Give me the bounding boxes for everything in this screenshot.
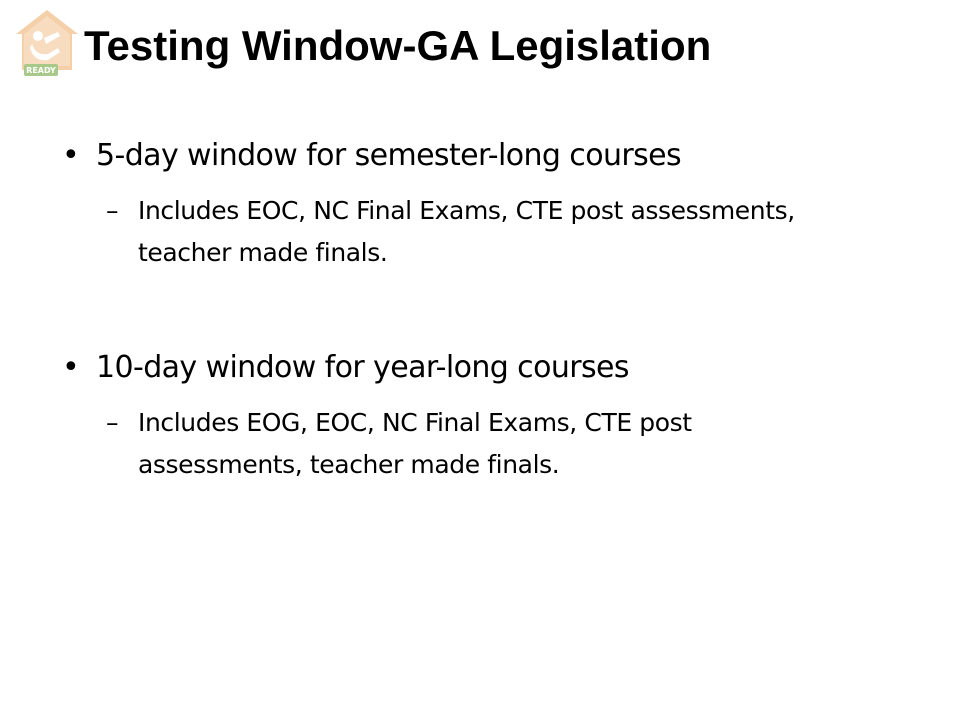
- sub-bullet-text: Includes EOG, EOC, NC Final Exams, CTE post assessments, teacher made finals.: [138, 408, 692, 479]
- bullet-marker: •: [62, 350, 80, 385]
- sub-bullet-marker: –: [106, 408, 119, 437]
- logo-text: READY: [26, 66, 56, 75]
- ready-house-logo-icon: [14, 8, 80, 80]
- bullet-marker: •: [62, 138, 80, 173]
- bullet-text: 5-day window for semester-long courses: [96, 138, 682, 173]
- bullet-text: 10-day window for year-long courses: [96, 350, 629, 385]
- slide-title: Testing Window-GA Legislation: [84, 22, 712, 69]
- sub-bullet-marker: –: [106, 196, 119, 225]
- sub-bullet-text: Includes EOC, NC Final Exams, CTE post assessments, teacher made finals.: [138, 196, 795, 267]
